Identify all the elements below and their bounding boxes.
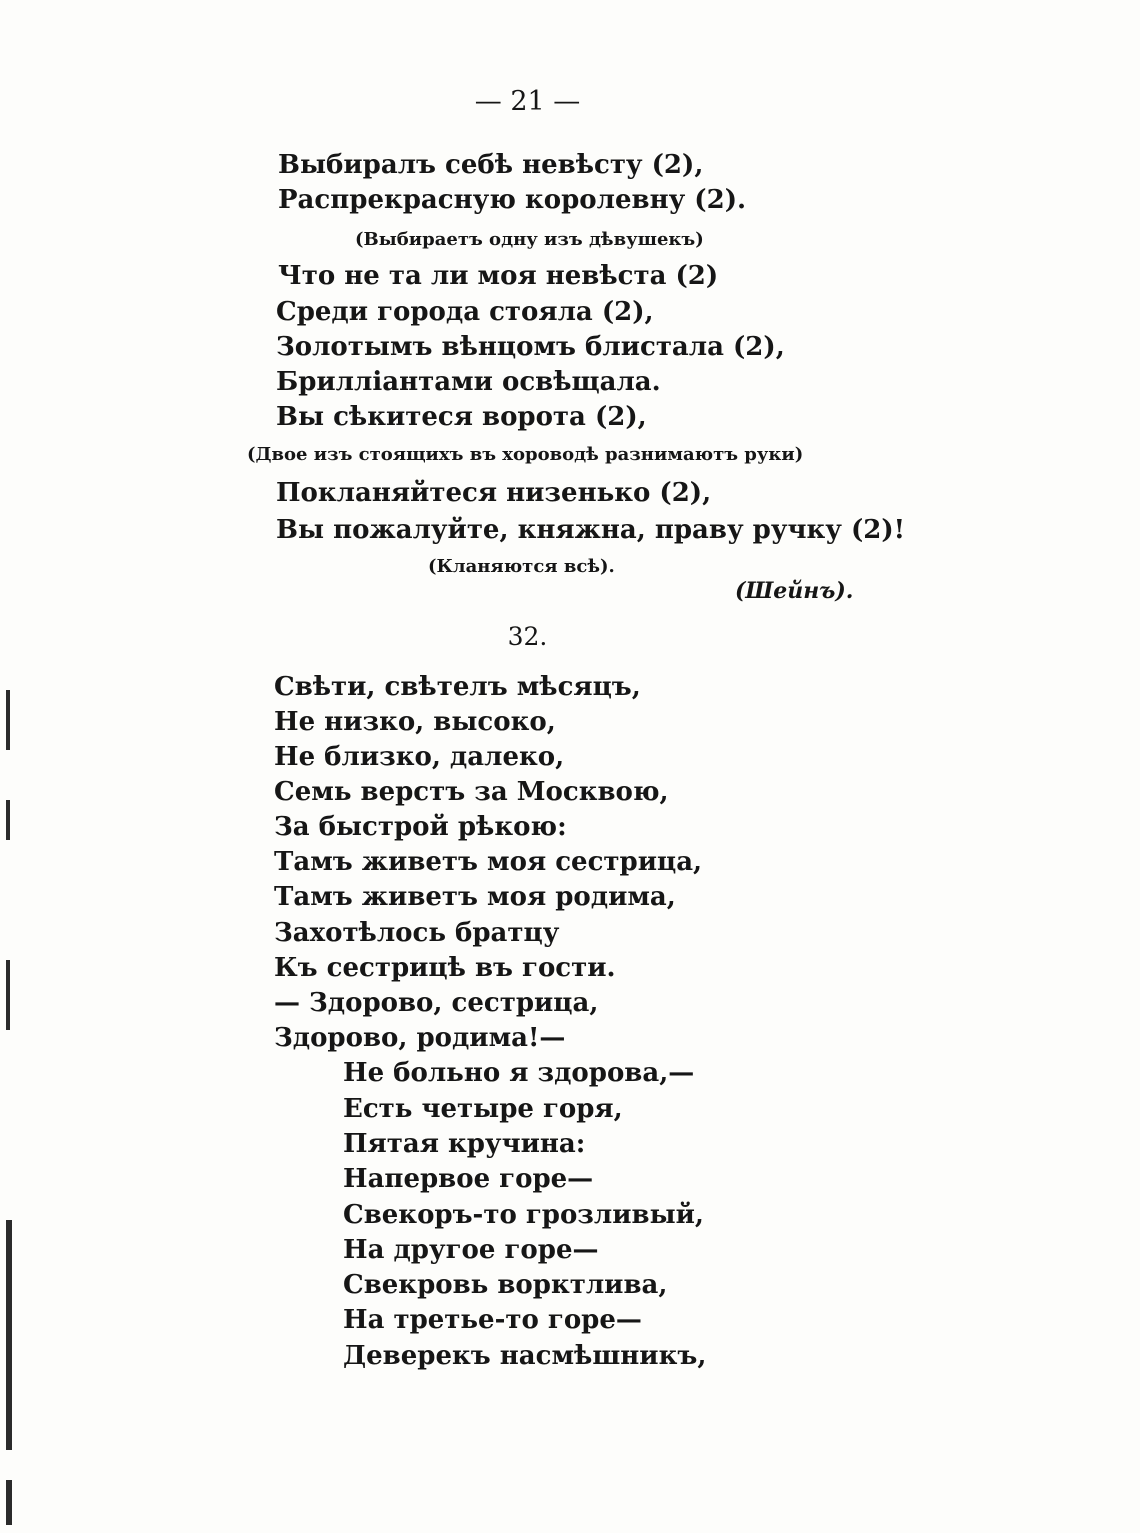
- verse-line-indented: Есть четыре горя,: [343, 1094, 623, 1124]
- scan-edge-mark: [6, 1480, 12, 1525]
- song-number: 32.: [507, 622, 548, 651]
- verse-line: Среди города стояла (2),: [276, 297, 654, 327]
- verse-line-indented: Пятая кручина:: [343, 1129, 586, 1159]
- stage-direction: (Выбираетъ одну изъ дѣвушекъ): [355, 229, 704, 250]
- verse-line: Не близко, далеко,: [274, 742, 565, 772]
- verse-line-indented: Свекоръ-то грозливый,: [343, 1200, 704, 1230]
- scan-edge-mark: [6, 960, 10, 1030]
- verse-line: Что не та ли моя невѣста (2): [278, 261, 719, 291]
- verse-line-indented: Свекровь ворктлива,: [343, 1270, 668, 1300]
- verse-line-indented: Деверекъ насмѣшникъ,: [343, 1341, 707, 1371]
- verse-line: Выбиралъ себѣ невѣсту (2),: [278, 150, 704, 180]
- verse-line: Тамъ живетъ моя сестрица,: [274, 847, 703, 877]
- verse-line-indented: Напервое горе—: [343, 1164, 594, 1194]
- scan-edge-mark: [6, 1220, 12, 1450]
- page-number: — 21 —: [474, 86, 581, 117]
- verse-line: Вы пожалуйте, княжна, праву ручку (2)!: [276, 515, 906, 545]
- scan-edge-mark: [6, 800, 10, 840]
- verse-line-indented: Не больно я здорова,—: [343, 1058, 695, 1088]
- verse-line: Вы сѣкитеся ворота (2),: [276, 402, 647, 432]
- verse-line: Къ сестрицѣ въ гости.: [274, 953, 616, 983]
- verse-line: Не низко, высоко,: [274, 707, 556, 737]
- verse-line: Захотѣлось братцу: [274, 918, 560, 948]
- scan-edge-mark: [6, 690, 10, 750]
- verse-line: Распрекрасную королевну (2).: [278, 185, 747, 215]
- verse-line: — Здорово, сестрица,: [274, 988, 599, 1018]
- verse-line: Семь верстъ за Москвою,: [274, 777, 669, 807]
- verse-line: Здорово, родима!—: [274, 1023, 566, 1053]
- verse-line-indented: На третье-то горе—: [343, 1305, 642, 1335]
- verse-line: Покланяйтеся низенько (2),: [276, 478, 712, 508]
- verse-line: Золотымъ вѣнцомъ блистала (2),: [276, 332, 785, 362]
- verse-line: Свѣти, свѣтелъ мѣсяцъ,: [274, 672, 641, 702]
- verse-line: Тамъ живетъ моя родима,: [274, 882, 676, 912]
- verse-line: За быстрой рѣкою:: [274, 812, 567, 842]
- verse-line-indented: На другое горе—: [343, 1235, 599, 1265]
- stage-direction: (Кланяются всѣ).: [428, 556, 615, 577]
- stage-direction: (Двое изъ стоящихъ въ хороводѣ разнимаютъ руки): [247, 444, 804, 465]
- source-attribution: (Шейнъ).: [735, 578, 854, 604]
- verse-line: Брилліантами освѣщала.: [276, 367, 661, 397]
